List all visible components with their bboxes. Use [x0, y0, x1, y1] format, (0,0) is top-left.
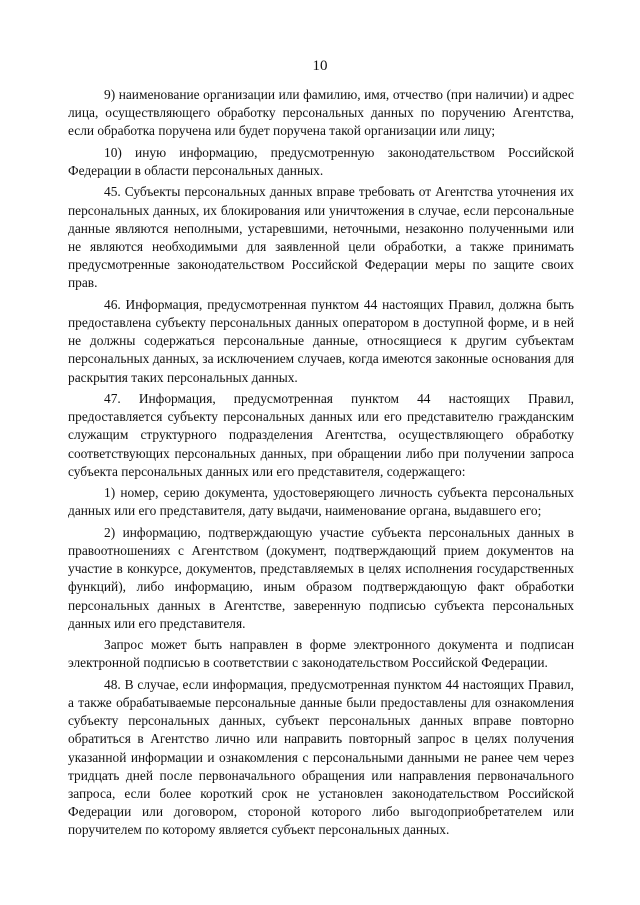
paragraph-item-10: 10) иную информацию, предусмотренную законодательством Российской Федерации в области персональных данных.: [68, 144, 574, 178]
document-body: [68, 86, 574, 843]
paragraph-clause-47-item-2: 2) информацию, подтверждающую участие субъекта персональных данных в правоотношениях с Агентством (документ, подтверждающий прием документов на участие в конкурсе, документов, представляемых в целях исполнения государственных функций), либо информацию, иным образом подтверждающую факт обработки персональных данных в Агентстве, заверенную подписью субъекта персональных данных или его представителя.: [68, 524, 574, 631]
paragraph-clause-45: 45. Субъекты персональных данных вправе требовать от Агентства уточнения их персональных данных, их блокирования или уничтожения в случае, если персональные данные являются неполными, устаревшими, неточными, незаконно полученными или не являются необходимыми для заявленной цели обработки, а также принимать предусмотренные законодательством Российской Федерации меры по защите своих прав.: [68, 184, 574, 291]
paragraph-clause-46: 46. Информация, предусмотренная пунктом 44 настоящих Правил, должна быть предоставлена субъекту персональных данных оператором в доступной форме, и в ней не должны содержаться персональные данные, относящиеся к другим субъектам персональных данных, за исключением случаев, когда имеются законные основания для раскрытия таких персональных данных.: [68, 296, 574, 385]
paragraph-clause-47-item-1: 1) номер, серию документа, удостоверяющего личность субъекта персональных данных или его представителя, дату выдачи, наименование органа, выдавшего его;: [68, 485, 574, 519]
paragraph-item-9: 9) наименование организации или фамилию, имя, отчество (при наличии) и адрес лица, осуществляющего обработку персональных данных по поручению Агентства, если обработка поручена или будет поручена такой организации или лицу;: [68, 87, 574, 139]
paragraph-clause-48: 48. В случае, если информация, предусмотренная пунктом 44 настоящих Правил, а также обрабатываемые персональные данные были предоставлены для ознакомления субъекту персональных данных, субъект персональных данных вправе повторно обратиться в Агентство лично или направить повторный запрос в целях получения указанной информации и ознакомления с персональными данными не ранее чем через тридцать дней после первоначального обращения или направления первоначального запроса, если более короткий срок не установлен законодательством Российской Федерации или договором, стороной которого либо выгодоприобретателем или поручителем по которому является субъект персональных данных.: [68, 676, 574, 838]
paragraph-clause-47: 47. Информация, предусмотренная пунктом 44 настоящих Правил, предоставляется субъекту персональных данных или его представителю гражданским служащим структурного подразделения Агентства, осуществляющего обработку соответствующих персональных данных, при обращении либо при получении запроса субъекта персональных данных или его представителя, содержащего:: [68, 391, 574, 479]
page-number: 10: [312, 58, 328, 74]
paragraph-electronic-request: Запрос может быть направлен в форме электронного документа и подписан электронной подписью в соответствии с законодательством Российской Федерации.: [68, 637, 574, 671]
